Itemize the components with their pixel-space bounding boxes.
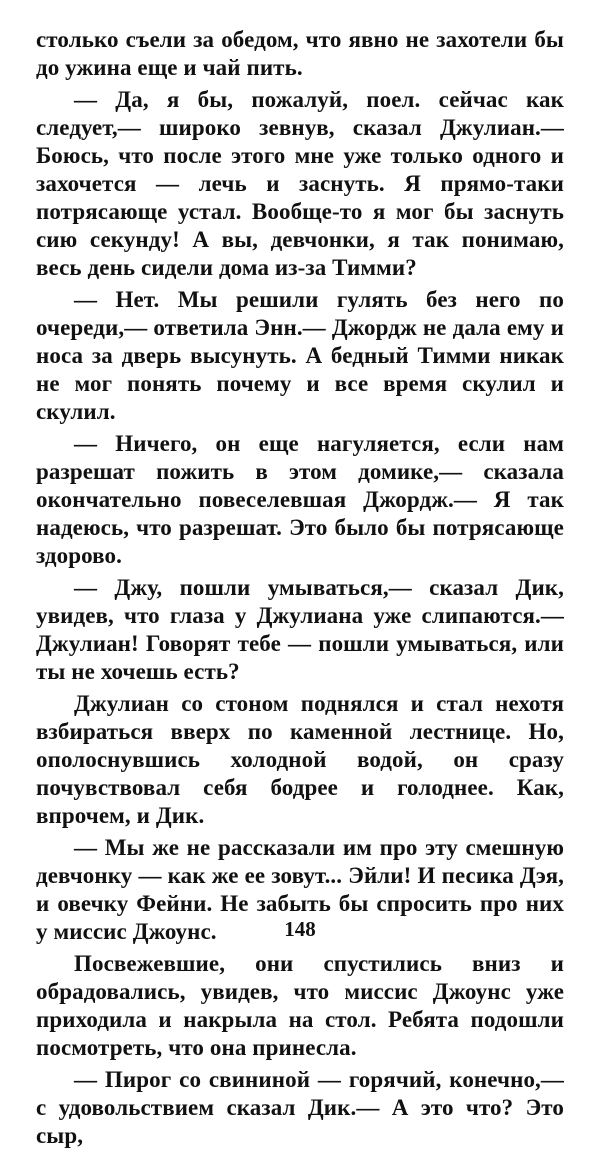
paragraph-3: — Нет. Мы решили гулять без него по очереди,— ответила Энн.— Джордж не дала ему и носа за дверь высунуть. А бедный Тимми никак не мог понять почему и все время скулил и скулил. (36, 287, 564, 424)
paragraph-5: — Джу, пошли умываться,— сказал Дик, увидев, что глаза у Джулиана уже слипаются.— Джулиан! Говорят тебе — пошли умываться, или ты не хочешь есть? (36, 575, 564, 684)
paragraph-2: — Да, я бы, пожалуй, поел. сейчас как следует,— широко зевнув, сказал Джулиан.— Боюсь, что после этого мне уже только одного и захочется — лечь и заснуть. Я прямо-таки потрясающе устал. Вообще-то я мог бы заснуть сию секунду! А вы, девчонки, я так понимаю, весь день сидели дома из-за Тимми? (36, 87, 564, 280)
paragraph-1: столько съели за обедом, что явно не захотели бы до ужина еще и чай пить. (36, 27, 564, 80)
paragraph-6: Джулиан со стоном поднялся и стал нехотя взбираться вверх по каменной лестнице. Но, ополоснувшись холодной водой, он сразу почувствовал себя бодрее и голоднее. Как, впрочем, и Дик. (36, 691, 564, 828)
paragraph-7: — Мы же не рассказали им про эту смешную девчонку — как же ее зовут... Эйли! И песика Дэя, и овечку Фейни. Не забыть бы спросить про них у миссис Джоунс. (36, 835, 564, 944)
paragraph-9: — Пирог со свининой — горячий, конечно,— с удовольствием сказал Дик.— А это что? Это сыр, (36, 1067, 564, 1148)
paragraph-4: — Ничего, он еще нагуляется, если нам разрешат пожить в этом домике,— сказала окончательно повеселевшая Джордж.— Я так надеюсь, что разрешат. Это было бы потрясающе здорово. (36, 431, 564, 568)
paragraph-8: Посвежевшие, они спустились вниз и обрадовались, увидев, что миссис Джоунс уже приходила и накрыла на стол. Ребята подошли посмотреть, что она принесла. (36, 951, 564, 1060)
page-number: 148 (284, 917, 316, 941)
body-text (36, 26, 564, 1150)
